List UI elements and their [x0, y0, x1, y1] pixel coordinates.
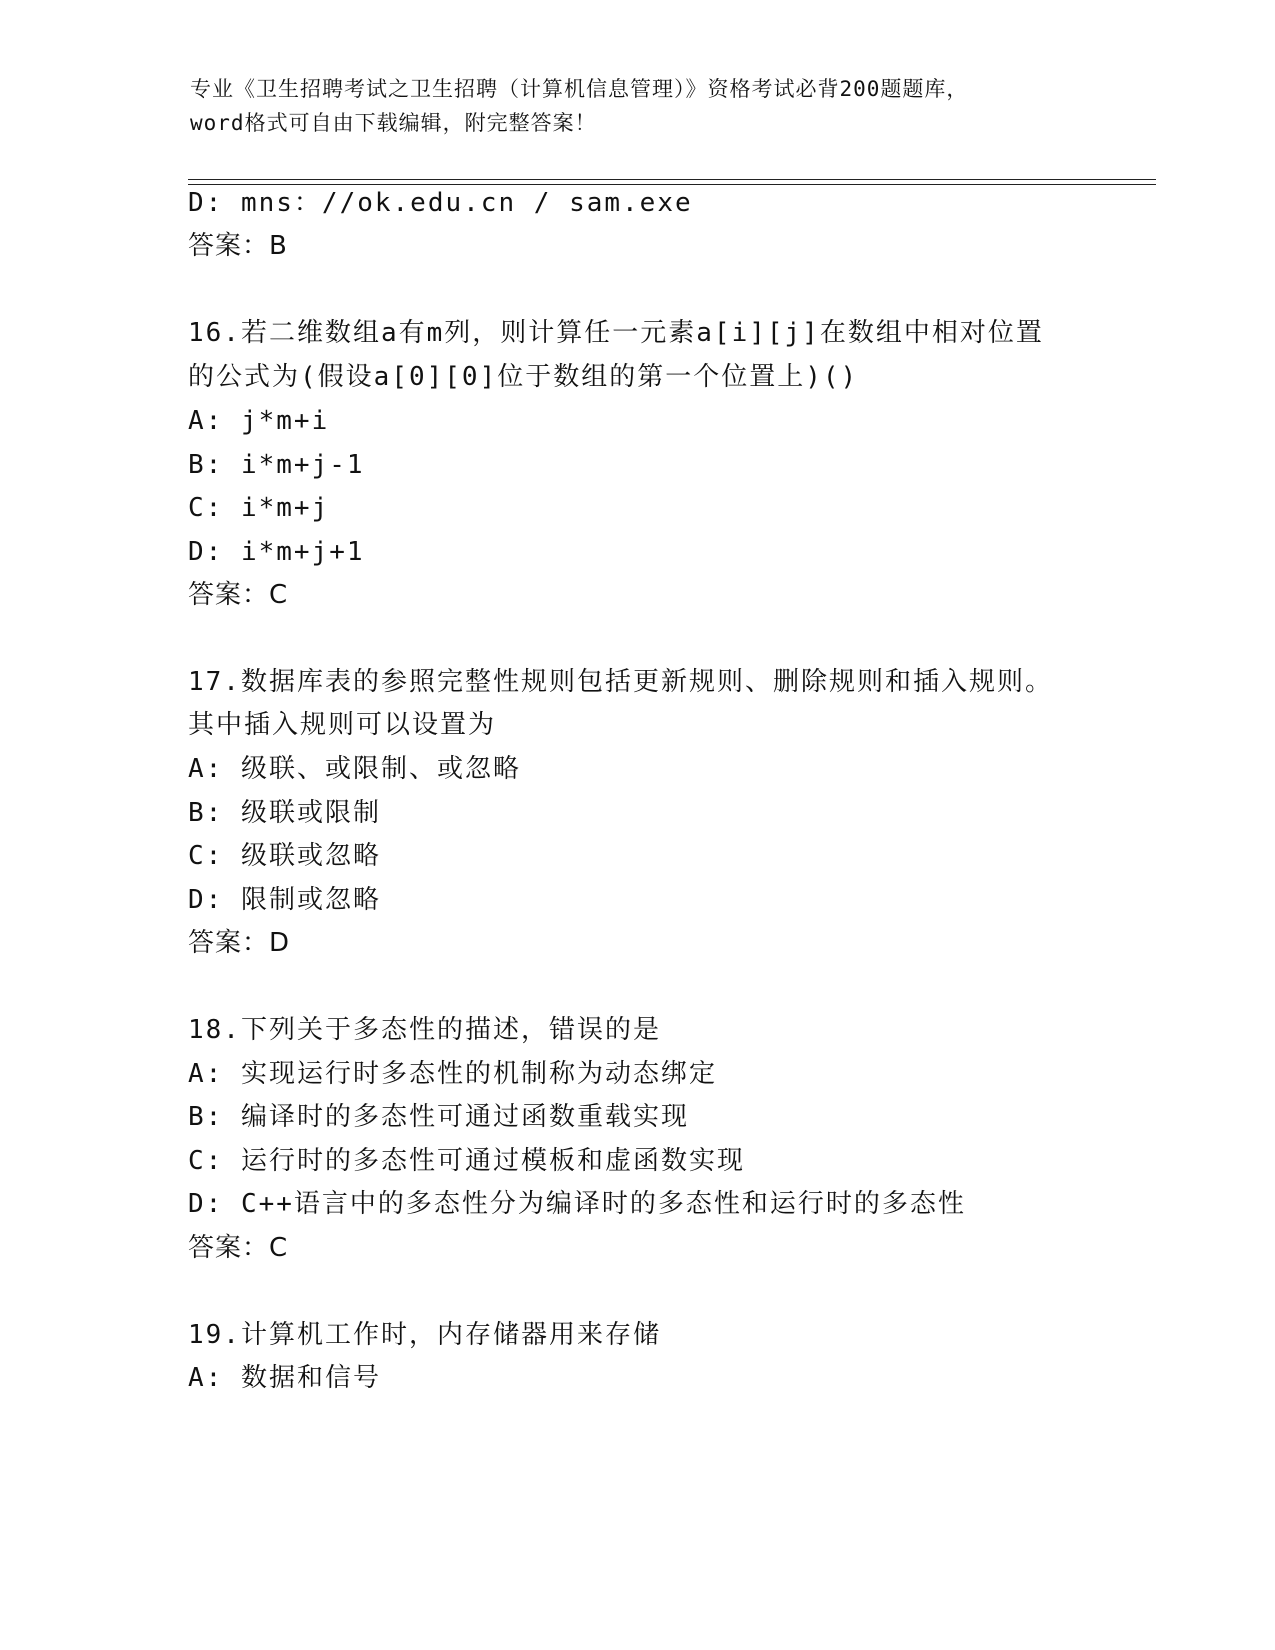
header-title-line-1: 专业《卫生招聘考试之卫生招聘（计算机信息管理）》资格考试必背200题题库， — [190, 77, 969, 101]
q17-answer: 答案：D — [188, 928, 291, 958]
q19-option-a: A: 数据和信号 — [188, 1363, 381, 1393]
q19-stem-line-1: 19.计算机工作时，内存储器用来存储 — [188, 1320, 661, 1350]
q16-option-a: A: j*m+i — [188, 406, 330, 436]
q17-stem-line-1: 17.数据库表的参照完整性规则包括更新规则、删除规则和插入规则。 — [188, 667, 1053, 697]
document-header — [190, 72, 1090, 140]
q16-answer: 答案：C — [188, 580, 289, 610]
q17-option-b: B: 级联或限制 — [188, 798, 381, 828]
header-divider-top — [188, 179, 1156, 180]
q17-option-a: A: 级联、或限制、或忽略 — [188, 754, 521, 784]
q18-stem-line-1: 18.下列关于多态性的描述，错误的是 — [188, 1015, 661, 1045]
q16-option-b: B: i*m+j-1 — [188, 450, 365, 480]
q17-stem-line-2: 其中插入规则可以设置为 — [188, 710, 497, 740]
q16-stem-line-1: 16.若二维数组a有m列，则计算任一元素a[i][j]在数组中相对位置 — [188, 318, 1044, 348]
q16-option-d: D: i*m+j+1 — [188, 537, 365, 567]
q16-stem-line-2: 的公式为(假设a[0][0]位于数组的第一个位置上)() — [188, 362, 859, 392]
q17-option-c: C: 级联或忽略 — [188, 841, 381, 871]
q18-option-c: C: 运行时的多态性可通过模板和虚函数实现 — [188, 1146, 745, 1176]
header-divider-bottom — [188, 184, 1156, 185]
q18-answer: 答案：C — [188, 1233, 289, 1263]
q15-option-d: D: mns：//ok.edu.cn / sam.exe — [188, 188, 693, 218]
header-title-line-2: word格式可自由下载编辑，附完整答案！ — [190, 111, 597, 135]
q18-option-d: D: C++语言中的多态性分为编译时的多态性和运行时的多态性 — [188, 1189, 966, 1219]
q17-option-d: D: 限制或忽略 — [188, 885, 381, 915]
q18-option-a: A: 实现运行时多态性的机制称为动态绑定 — [188, 1059, 717, 1089]
q15-answer: 答案：B — [188, 231, 288, 261]
q16-option-c: C: i*m+j — [188, 493, 330, 523]
q18-option-b: B: 编译时的多态性可通过函数重载实现 — [188, 1102, 689, 1132]
